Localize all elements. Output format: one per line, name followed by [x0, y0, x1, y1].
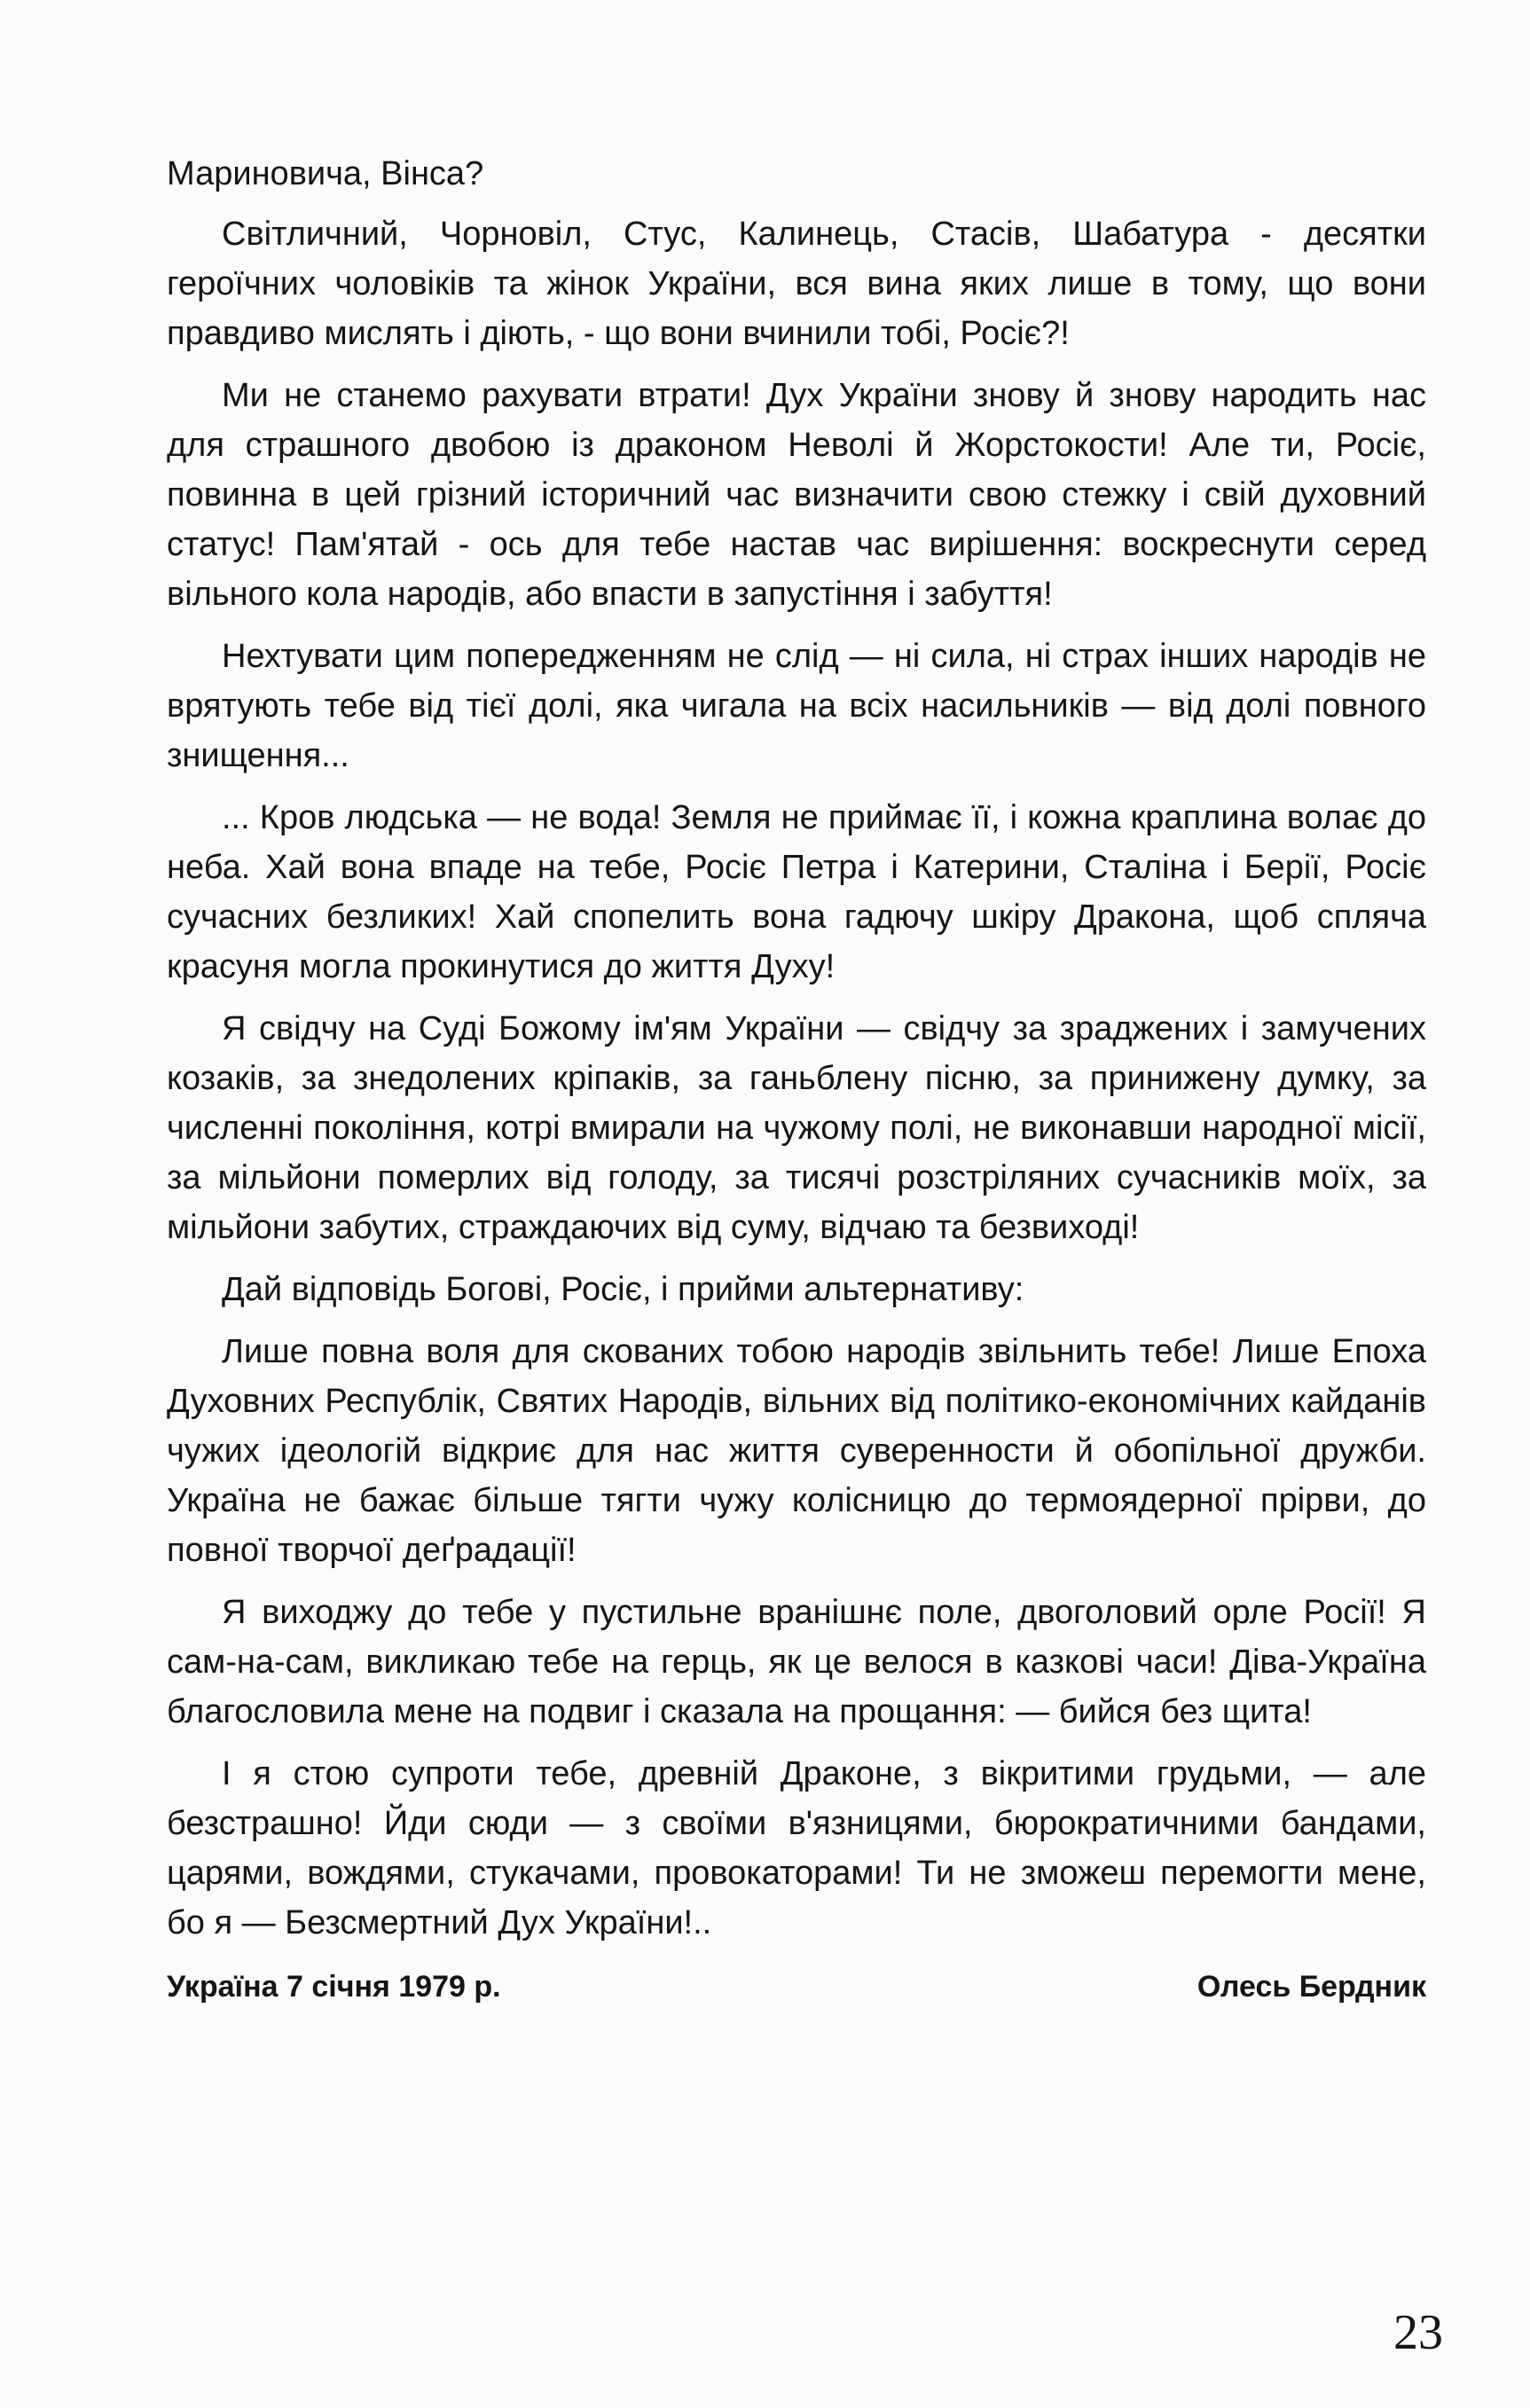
paragraph-2: Ми не станемо рахувати втрати! Дух України знову й знову народить нас для страшного двобою із драконом Неволі й Жорстокости! Але ти, Росіє, повинна в цей грізний історичний час визначити свою стежку і свій духовний статус! Пам'ятай - ось для тебе настав час вирішення: воскреснути серед вільного кола народів, або впасти в запустіння і забуття!: [167, 377, 1426, 613]
continuation-line: Мариновича, Вінса?: [167, 155, 484, 192]
paragraph-5: Я свідчу на Суді Божому ім'ям України — свідчу за зраджених і замучених козаків, за знедолених кріпаків, за ганьблену пісню, за принижену думку, за численні покоління, котрі вмирали на чужому полі, не виконавши народної місії, за мільйони померлих від голоду, за тисячі розстріляних сучасників моїх, за мільйони забутих, страждаючих від суму, відчаю та безвиході!: [167, 1010, 1426, 1246]
article-body: [167, 149, 1426, 2006]
paragraph-3: Нехтувати цим попередженням не слід — ні сила, ні страх інших народів не врятують тебе від тієї долі, яка чигала на всіх насильників — від долі повного знищення...: [167, 638, 1426, 774]
paragraph-8: Я виходжу до тебе у пустильне вранішнє поле, двоголовий орле Росії! Я сам-на-сам, викликаю тебе на герць, як це велося в казкові часи! Діва-Україна благословила мене на подвиг і сказала на прощання: — бийся без щита!: [167, 1594, 1426, 1730]
page-number: 23: [1393, 2305, 1443, 2360]
paragraph-9: І я стою супроти тебе, древній Драконе, з вікритими грудьми, — але безстрашно! Йди сюди — з своїми в'язницями, бюрократичними бандами, царями, вождями, стукачами, провокаторами! Ти не зможеш перемогти мене, бо я — Безсмертний Дух України!..: [167, 1755, 1426, 1941]
paragraph-6: Дай відповідь Богові, Росіє, і прийми альтернативу:: [222, 1271, 1024, 1308]
paragraph-4: ... Кров людська — не вода! Земля не приймає її, і кожна краплина волає до неба. Хай вона впаде на тебе, Росіє Петра і Катерини, Сталіна і Берії, Росіє сучасних безликих! Хай спопелить вона гадючу шкіру Дракона, щоб спляча красуня могла прокинутися до життя Духу!: [167, 799, 1426, 985]
paragraph-7: Лише повна воля для скованих тобою народів звільнить тебе! Лише Епоха Духовних Республік, Святих Народів, вільних від політико-економічних кайданів чужих ідеологій відкриє для нас життя суверенности й обопільної дружби. Україна не бажає більше тягти чужу колісницю до термоядерної прірви, до повної творчої деґрадації!: [167, 1333, 1426, 1569]
signature-date: Україна 7 січня 1979 р.: [167, 1970, 501, 2004]
paragraph-1: Світличний, Чорновіл, Стус, Калинець, Стасів, Шабатура - десятки героїчних чоловіків та жінок України, вся вина яких лише в тому, що вони правдиво мислять і діють, - що вони вчинили тобі, Росіє?!: [167, 216, 1426, 352]
signature-row: [167, 1967, 1426, 2006]
signature-author: Олесь Бердник: [1197, 1970, 1426, 2004]
